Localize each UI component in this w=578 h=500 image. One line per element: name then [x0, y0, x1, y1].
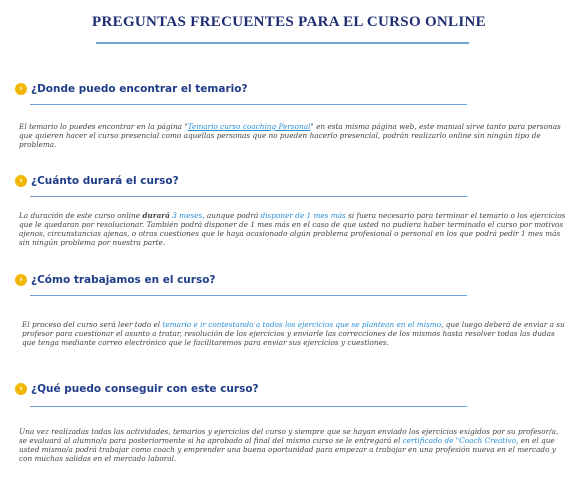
- answer-paragraph: [19, 211, 567, 247]
- answer-paragraph: [22, 320, 567, 347]
- chevron-right-circle-icon: ›: [15, 383, 27, 395]
- answer-text: , que luego deberá de enviar a su profesor para cuestionar el asunto a tratar, resolución de los ejercicios y enviarle las correcciones de los mismos hasta resolver todas las dudas que tenga mediante correo electrónico que le facilitaremos para enviar sus ejercicios y cuestiones.: [22, 320, 565, 347]
- chevron-right-circle-icon: ›: [15, 83, 27, 95]
- faq-question-conseguir: [15, 383, 259, 395]
- answer-text: El proceso del curso será leer todo el: [22, 320, 163, 329]
- faq-question-temario: [15, 83, 248, 95]
- temario-link[interactable]: Temario curso coaching Personal: [187, 122, 311, 131]
- answer-highlight: certificado de "Coach Creativo: [402, 436, 517, 445]
- faq-question-trabajo: [15, 274, 216, 286]
- answer-emphasis: durará: [142, 211, 170, 220]
- answer-text: , aunque podrá: [202, 211, 261, 220]
- answer-text: Una vez realizadas todas las actividades, temarios y ejercicios del curso y siempre que se hayan enviado los ejercicios exigidos por su profesor/a, se evaluará al alumno/a para posteriormente si ha aprobado al final del mismo curso se le entregará el: [19, 427, 559, 445]
- answer-paragraph: [19, 427, 567, 463]
- answer-text: La duración de este curso online: [19, 211, 143, 220]
- answer-text: " en esta misma página web, este manual sirve tanto para personas que quieren hacer el curso presencial como aquellas personas que no pueden hacerlo presencial, podrán realizarlo online sin ningún tipo de problema.: [19, 122, 561, 149]
- question-title: ¿Qué puedo conseguir con este curso?: [31, 383, 259, 395]
- title-divider: [96, 42, 469, 44]
- answer-highlight: disponer de 1 mes más: [260, 211, 346, 220]
- chevron-right-circle-icon: ›: [15, 274, 27, 286]
- answer-text: , en el que usted mismo/a podrá trabajar como coach y emprender una buena oportunidad para empezar a trabajar en una profesión nueva en el mercado y con muchas salidas en el mercado laboral.: [19, 436, 556, 463]
- chevron-right-circle-icon: ›: [15, 175, 27, 187]
- question-divider: [30, 295, 467, 296]
- answer-text: El temario lo puedes encontrar en la página ": [19, 122, 188, 131]
- answer-highlight: 3 meses: [172, 211, 203, 220]
- question-title: ¿Cuánto durará el curso?: [31, 175, 179, 187]
- question-divider: [30, 406, 467, 407]
- question-title: ¿Donde puedo encontrar el temario?: [31, 83, 248, 95]
- question-title: ¿Cómo trabajamos en el curso?: [31, 274, 216, 286]
- faq-question-duracion: [15, 175, 179, 187]
- question-divider: [30, 104, 467, 105]
- answer-paragraph: [19, 122, 567, 149]
- page-title: PREGUNTAS FRECUENTES PARA EL CURSO ONLINE: [92, 14, 486, 30]
- answer-highlight: temario e ir contestando a todos los ejercicios que se plantean en el mismo: [162, 320, 442, 329]
- question-divider: [30, 196, 467, 197]
- answer-text: si fuera necesario para terminar el temario o los ejercicios que le quedaran por resolucionar. También podrá disponer de 1 mes más en el caso de que usted no pudiera haber terminado el curso por motivos ajenos, circunstancias ajenas, o otras cuestiones que le haya ocasionado algún problema profesional o personal en los que podrá pedir 1 mes más sin ningún problema por nuestra parte.: [19, 211, 566, 247]
